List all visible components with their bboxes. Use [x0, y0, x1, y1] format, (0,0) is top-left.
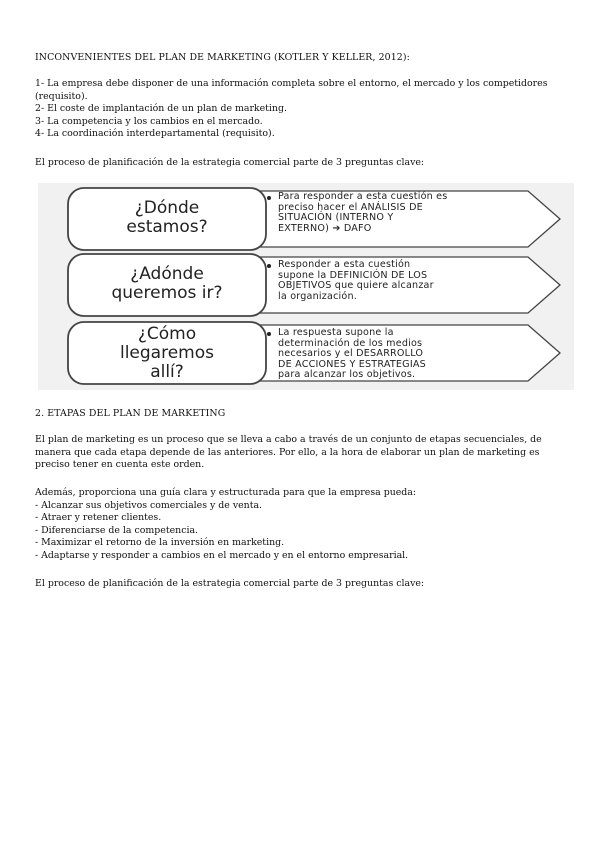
section-2-paragraph: El plan de marketing es un proceso que se lleva a cabo a través de un conjunto de etapas secuenciales, de manera que cada etapa depende de las anteriores. Por ello, a la hora de elaborar un plan de marketing es preciso tener en cuenta este orden.: [35, 434, 542, 471]
question-line: llegaremos: [119, 343, 214, 363]
question-line: allí?: [150, 362, 184, 382]
list-item: - Alcanzar sus objetivos comerciales y de venta.: [35, 499, 263, 511]
question-line: queremos ir?: [111, 283, 223, 303]
list-item: 3- La competencia y los cambios en el mercado.: [35, 115, 263, 127]
answer-line: SITUACIÓN (INTERNO Y: [278, 212, 394, 224]
list-intro: Además, proporciona una guía clara y estructurada para que la empresa pueda:: [35, 487, 417, 498]
section-2-paragraph-wrap: [35, 434, 570, 472]
answer-line: determinación de los medios: [278, 337, 423, 349]
section-1: [35, 52, 570, 65]
answer-line: la organización.: [278, 290, 358, 302]
section-2-closing: El proceso de planificación de la estrategia comercial parte de 3 preguntas clave:: [35, 578, 425, 589]
planning-questions-diagram: [38, 183, 574, 390]
question-2: [72, 265, 262, 303]
section-2-list: [35, 487, 570, 563]
answer-line: Responder a esta cuestión: [278, 259, 411, 270]
question-line: ¿Adónde: [130, 264, 204, 284]
list-item: 1- La empresa debe disponer de una información completa sobre el entorno, el mercado y los competidores (requisito).: [35, 78, 548, 102]
answer-line: OBJETIVOS que quiere alcanzar: [278, 280, 434, 292]
question-line: ¿Cómo: [137, 324, 197, 344]
section-2-title-wrap: [35, 408, 570, 421]
bullet-icon: [267, 196, 271, 200]
answer-line: Para responder a esta cuestión es: [278, 191, 448, 202]
list-item: - Atraer y retener clientes.: [35, 512, 162, 524]
bullet-icon: [267, 264, 271, 268]
question-3: [72, 325, 262, 382]
question-line: estamos?: [126, 217, 208, 237]
answer-line: necesarios y el DESARROLLO: [278, 348, 424, 360]
answer-line: La respuesta supone la: [278, 327, 394, 338]
list-item: - Diferenciarse de la competencia.: [35, 524, 199, 536]
answer-line: para alcanzar los objetivos.: [278, 369, 416, 381]
section-2-title: 2. ETAPAS DEL PLAN DE MARKETING: [35, 408, 226, 419]
bullet-icon: [267, 332, 271, 336]
section-1-intro: El proceso de planificación de la estrategia comercial parte de 3 preguntas clave:: [35, 157, 425, 168]
question-line: ¿Dónde: [134, 198, 200, 218]
question-1: [72, 199, 262, 237]
answer-line: supone la DEFINICIÓN DE LOS: [278, 269, 428, 281]
answer-3: [278, 328, 528, 381]
section-2-closing-wrap: [35, 578, 570, 591]
answer-line: preciso hacer el ANÁLISIS DE: [278, 201, 423, 213]
list-item: - Adaptarse y responder a cambios en el mercado y en el entorno empresarial.: [35, 549, 409, 561]
answer-2: [278, 260, 528, 302]
list-item: 2- El coste de implantación de un plan de marketing.: [35, 103, 287, 115]
inconvenientes-list: [35, 78, 570, 141]
answer-1: [278, 192, 528, 234]
answer-line: EXTERNO) ➔ DAFO: [278, 222, 372, 234]
list-item: - Maximizar el retorno de la inversión en marketing.: [35, 537, 285, 549]
section-1-intro-wrap: [35, 157, 570, 170]
section-1-title: INCONVENIENTES DEL PLAN DE MARKETING (KOTLER Y KELLER, 2012):: [35, 52, 410, 63]
answer-line: DE ACCIONES Y ESTRATEGIAS: [278, 358, 426, 370]
list-item: 4- La coordinación interdepartamental (requisito).: [35, 128, 275, 140]
